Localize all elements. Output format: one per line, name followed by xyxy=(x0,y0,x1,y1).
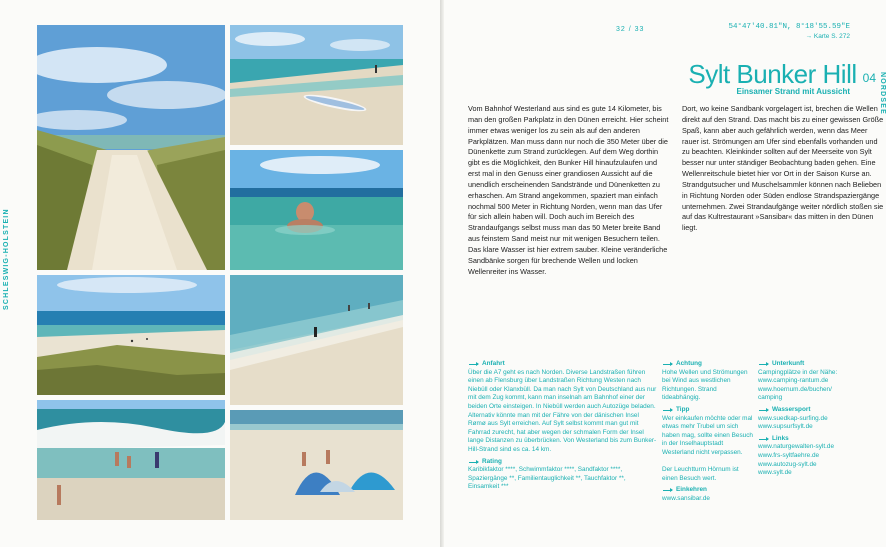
page-numbers: 32 / 33 xyxy=(616,26,645,33)
side-label-left: SCHLESWIG-HOLSTEIN xyxy=(3,208,10,310)
info-column-1 xyxy=(468,360,658,495)
info-heading: Anfahrt xyxy=(468,360,658,369)
info-text: www.naturgewalten-sylt.de www.frs-syltfaehre.de www.autozug-sylt.de www.sylt.de xyxy=(758,443,835,477)
info-achtung xyxy=(662,360,754,403)
info-column-2 xyxy=(662,360,754,507)
left-page xyxy=(0,0,440,547)
info-heading: Tipp xyxy=(662,406,754,415)
dune-path-photo xyxy=(37,25,225,270)
surf-swimmers-photo xyxy=(37,400,225,520)
info-column-3 xyxy=(758,360,870,481)
swimmer-photo xyxy=(230,150,403,270)
body-column-1: Vom Bahnhof Westerland aus sind es gute 14 Kilometer, bis man den großen Parkplatz in den Dünen erreicht. Hier scheint immer etwas weniger los zu sein als auf den anderen Parkplätzen. Man muss dann nur noch die 350 Meter über die Dünenkette zum Strand zurücklegen. Auf dem Weg dorthin gibt es die Möglichkeit, den Bunker Hill hinaufzulaufen und erst mal in den Genuss einer grandiosen Aussicht auf die unendlich erscheinenden Sandstrände und Dünenketten zu erhaschen. Am Strand angekommen, spaziert man einfach nochmal 500 Meter in Richtung Norden, wenn man das Ufer für sich allein haben will. Doch auch im Bereich des Strandaufgangs selbst muss man das 50 Meter breite Band aus feinstem Sand meist nur mit wenigen Besuchern teilen. Das klare Wasser ist hier extrem sauber. Kleine veränderliche Sandbänke sorgen für brechende Wellen und locken Wellenreiter ins Wasser. xyxy=(468,104,669,276)
right-page xyxy=(444,0,886,547)
info-text: Hohe Wellen und Strömungen bei Wind aus westlichen Richtungen. Strand tideabhängig. xyxy=(662,368,748,402)
page-title: Sylt Bunker Hill xyxy=(688,59,857,89)
info-heading: Achtung xyxy=(662,360,754,369)
info-anfahrt xyxy=(468,360,658,455)
info-wassersport xyxy=(758,406,870,432)
beach-tents-photo xyxy=(230,410,403,520)
side-label-right: NORDSEE xyxy=(879,71,886,115)
body-column-2: Dort, wo keine Sandbank vorgelagert ist, brechen die Wellen direkt auf den Strand. Das macht bis zu einer gewissen Größe Spaß, kann aber auch gefährlich werden, wenn das Meer rauer ist. Strömungen am Ufer sind ebenfalls vorhanden und zu beachten. Kleinkinder sollten auf der Meerseite von Sylt besser nur unter ständiger Beobachtung baden gehen. Eine Wellenreitschule bietet hier vor Ort in der Saison Kurse an. Strandgutsucher und Muschelsammler können nach Belieben in Richtung Norden oder Süden endlose Strandspaziergänge unternehmen. Zwei Strandaufgänge weiter nördlich stoßen sie auf das Kultrestaurant »Sansibar« das mitten in den Dünen liegt. xyxy=(682,104,884,233)
dune-view-photo xyxy=(37,275,225,395)
coordinates-block xyxy=(728,22,850,42)
sup-board-beach-photo xyxy=(230,25,403,145)
info-text: www.suedkap-surfing.de www.supsurfsylt.de xyxy=(758,414,828,431)
info-heading: Links xyxy=(758,435,870,444)
info-tipp xyxy=(662,406,754,483)
info-text: Karibikfaktor ****, Schwimmfaktor ****, Sandfaktor ****, Spaziergänge **, Familientauglichkeit **, Tauchfaktor **, Einsamkeit *** xyxy=(468,466,626,491)
info-heading: Unterkunft xyxy=(758,360,870,369)
info-heading: Wassersport xyxy=(758,406,870,415)
info-text: www.sansibar.de xyxy=(662,494,710,502)
title-block xyxy=(688,60,876,88)
chapter-number: 04 xyxy=(862,71,876,85)
info-unterkunft xyxy=(758,360,870,403)
info-links xyxy=(758,435,870,478)
info-text: Wer einkaufen möchte oder mal etwas mehr Trubel um sich haben mag, sollte einen Besuch in der Inselhauptstadt Westerland nicht verpassen. Der Leuchtturm Hörnum ist einen Besuch wert. xyxy=(662,414,753,482)
gps-coordinates: 54°47'40.81"N, 8°18'55.59"E xyxy=(728,23,850,31)
info-heading: Rating xyxy=(468,458,658,467)
info-rating xyxy=(468,458,658,492)
info-heading: Einkehren xyxy=(662,486,754,495)
info-text: Über die A7 geht es nach Norden. Diverse Landstraßen führen einen ab Flensburg über Landstraßen Richtung Westen nach Niebüll oder Klanxbüll. Da man nach Sylt von Deutschland aus nur mit dem Zug kommt, kann man inselnah am Bahnhof einer der beiden Orte einsteigen. In Niebüll werden auch Autozüge beladen. Alternativ könnte man mit der Fähre von der dänischen Insel Rømø aus Sylt erreichen. Auf Sylt selbst kommt man gut mit Fahrrad zurecht, hat aber wegen der schmalen Form der Insel lange Distanzen zu überbrücken. Von Westerland bis zum Bunker-Hill-Strand sind es ca. 14 km. xyxy=(468,368,657,453)
beach-walkers-photo xyxy=(230,275,403,405)
info-text: Campingplätze in der Nähe: www.camping-rantum.de www.hoernum.de/buchen/ camping xyxy=(758,368,838,402)
info-einkehren xyxy=(662,486,754,503)
page-subtitle: Einsamer Strand mit Aussicht xyxy=(736,87,850,96)
map-reference: → Karte S. 272 xyxy=(805,33,850,40)
